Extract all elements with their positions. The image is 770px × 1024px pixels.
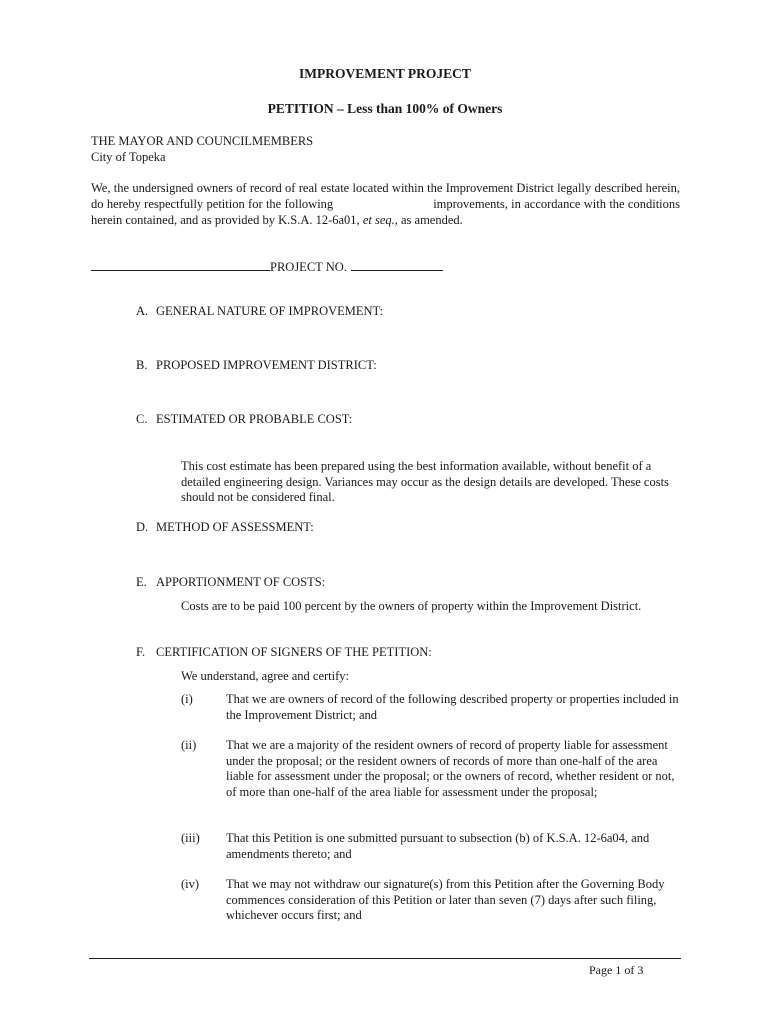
document-title: IMPROVEMENT PROJECT: [299, 66, 471, 81]
item-text: That this Petition is one submitted pursuant to subsection (b) of K.S.A. 12-6a04, and amendments thereto; and: [226, 831, 650, 861]
item-number: (iv): [181, 877, 200, 891]
section-letter: A.: [136, 304, 149, 318]
project-name-blank: [91, 257, 270, 271]
section-title: PROPOSED IMPROVEMENT DISTRICT:: [156, 358, 377, 372]
project-number-line: [91, 257, 443, 275]
section-f: [136, 645, 432, 660]
section-title: ESTIMATED OR PROBABLE COST:: [156, 412, 353, 426]
section-letter: E.: [136, 575, 147, 589]
section-title: METHOD OF ASSESSMENT:: [156, 520, 314, 534]
intro-italic: et seq.: [362, 213, 395, 227]
project-number-label: PROJECT NO.: [270, 260, 347, 274]
intro-text-2: improvements, in accordance with the conditions herein contained, and as provided by K.S.A. 12-6a01,: [91, 197, 681, 227]
item-text: That we are owners of record of the following described property or properties included in the Improvement District; and: [226, 692, 679, 722]
addressee: [91, 133, 313, 165]
intro-paragraph: [91, 180, 680, 228]
page-number: Page 1 of 3: [589, 963, 644, 977]
project-number-blank: [351, 257, 443, 271]
addressee-line-1: THE MAYOR AND COUNCILMEMBERS: [91, 134, 314, 148]
item-text: That we are a majority of the resident owners of record of property liable for assessment under the proposal; or the resident owners of records of more than one-half of the area liable for assessment under the proposal; or the owners of record, whether resident or not, of more than one-half of the area liable for assessment under the proposal;: [226, 738, 675, 799]
section-title: CERTIFICATION OF SIGNERS OF THE PETITION:: [156, 645, 432, 659]
certification-intro: We understand, agree and certify:: [181, 669, 350, 683]
section-a: [136, 304, 383, 319]
section-title: APPORTIONMENT OF COSTS:: [156, 575, 326, 589]
section-c: [136, 412, 352, 427]
item-text: That we may not withdraw our signature(s) from this Petition after the Governing Body commences consideration of this Petition or later than seven (7) days after such filing, whichever occurs first; and: [226, 877, 665, 922]
document-subtitle: PETITION – Less than 100% of Owners: [267, 101, 503, 116]
section-letter: B.: [136, 358, 148, 372]
section-e: [136, 575, 325, 590]
footer-rule: [89, 958, 681, 959]
cost-estimate-paragraph: This cost estimate has been prepared using the best information available, without benefit of a detailed engineering design. Variances may occur as the design details are developed. These costs should not be considered final.: [181, 459, 669, 504]
item-number: (ii): [181, 738, 197, 752]
section-letter: D.: [136, 520, 149, 534]
item-number: (iii): [181, 831, 200, 845]
item-number: (i): [181, 692, 193, 706]
intro-text-1: We, the undersigned owners of record of real estate located within the Improvement District legally described herein, do hereby respectfully petition for the following: [91, 181, 680, 211]
section-letter: C.: [136, 412, 148, 426]
apportionment-paragraph: Costs are to be paid 100 percent by the owners of property within the Improvement District.: [181, 599, 642, 613]
addressee-line-2: City of Topeka: [91, 150, 166, 164]
section-title: GENERAL NATURE OF IMPROVEMENT:: [156, 304, 384, 318]
section-b: [136, 358, 377, 373]
section-d: [136, 520, 314, 535]
intro-text-3: , as amended.: [394, 213, 463, 227]
section-letter: F.: [136, 645, 146, 659]
